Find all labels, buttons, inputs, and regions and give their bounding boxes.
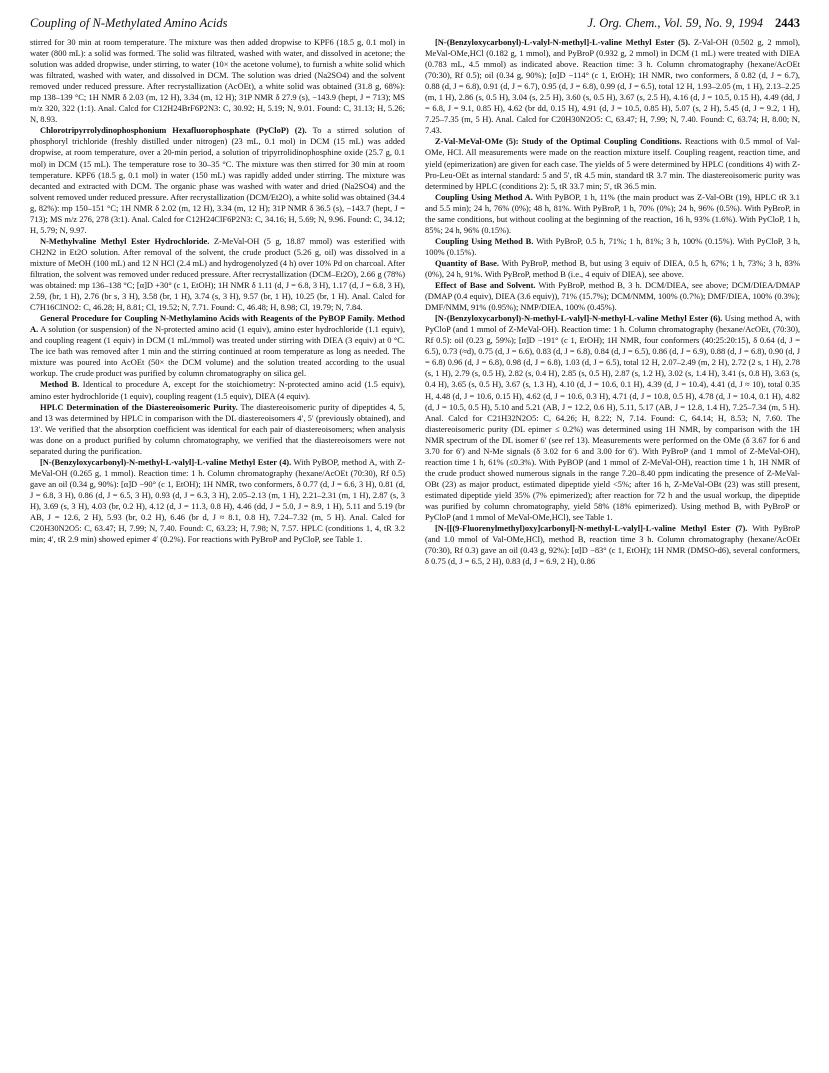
paragraph-text: A solution (or suspension) of the N-protected amino acid (1 equiv), amino ester hydrochloride (1.1 equiv), and coupling reagent (1 equiv) in DCM (1 mL/mmol) was treated under stirring with DIEA (3 equiv) at 0 °C. The ice bath was removed after 1 min and the stirring continued at room temperature as long as needed. The mixture was poured into AcOEt (50× the DCM volume) and the solution treated according to the usual workup. The crude product was purified by column chromatography on silica gel.: [30, 324, 405, 379]
paragraph: [425, 258, 800, 280]
paragraph-heading: Quantity of Base.: [435, 257, 500, 268]
paragraph: [30, 37, 405, 125]
paragraph: [30, 236, 405, 313]
paragraph-text: Z-Val-OH (0.502 g, 2 mmol), MeVal-OMe,HCl (0.182 g, 1 mmol), and PyBroP (0.932 g, 2 mmol) in DCM (1 mL) were treated with DIEA (0.783 mL, 4.5 mmol) as indicated above. Reaction time: 3 h. Column chromatography (hexane/AcOEt (70:30), Rf 0.5); oil (0.34 g, 90%); [α]D −114° (c 1, EtOH); 1H NMR, two conformers, δ 0.82 (d, J = 6.7), 0.88 (d, J = 6.8), 0.91 (d, J = 6.7), 0.95 (d, J = 6.8), 0.99 (d, J = 6.5), total 12 H, 1.93–2.05 (m, 1 H), 2.13–2.25 (m, 1 H), 2.86 (s, 0.5 H), 3.04 (s, 2.5 H), 3.60 (s, 0.5 H), 3.67 (s, 2.5 H), 4.16 (d, J = 10.5, 0.15 H), 4.49 (dd, J = 6.8, J = 9.1, 0.85 H), 4.62 (br dd, 0.15 H), 4.91 (d, J = 10.5, 0.85 H), 5.07 (s, 2 H), 5.45 (d, J = 9.2, 1 H), 7.25–7.35 (m, 5 H). Anal. Calcd for C20H30N2O5: C, 63.47; H, 7.99; N, 7.40. Found: C, 63.74; H, 8.00; N, 7.43.: [425, 37, 800, 136]
paragraph: [425, 280, 800, 313]
paragraph: [425, 313, 800, 523]
paragraph-heading: [N-[[(9-Fluorenylmethyl)oxy]carbonyl]-N-methyl-L-valyl]-L-valine Methyl Ester (7).: [435, 523, 748, 534]
paragraph-text: The diastereoisomeric purity of dipeptides 4, 5, and 13 was determined by HPLC in comparison with the DL diastereoisomers 4′, 5′ (previously obtained), and 13′. We verified that the absorption coefficient was identical for each pair of diastereoisomers; when analysis was done on a product purified by column chromatography, we verified that the diastereoisomers were not separated during the purification.: [30, 401, 405, 456]
journal-name: J. Org. Chem., Vol. 59, No. 9, 1994: [587, 16, 763, 30]
paragraph-heading: Coupling Using Method A.: [435, 191, 533, 202]
paragraph: [425, 136, 800, 191]
paragraph-heading: Z-Val-MeVal-OMe (5): Study of the Optimal Coupling Conditions.: [435, 136, 682, 147]
paragraph-heading: General Procedure for Coupling N-Methylamino Acids with Reagents of the PyBOP Family. Method A.: [30, 313, 405, 335]
running-header: [30, 16, 800, 34]
page-number: 2443: [775, 16, 800, 30]
paragraph: [425, 236, 800, 258]
paragraph-text: With PyBOP, 1 h, 11% (the main product was Z-Val-OBt (19), HPLC tR 3.1 and 5.5 min); 24 h, 76% (0%); 48 h, 81%. With PyBroP, 1 h, 70% (0%); 24 h, 96% (0.5%). With PyBroP, in the same conditions, but without cooling at the beginning of the reaction, 16 h, 93% (1.6%). With PyCloP, 1 h, 85%; 24 h, 96% (0.15%).: [425, 191, 800, 235]
paragraph-text: With PyBroP (and 1.0 mmol of Val-OMe,HCl), method B, reaction time 3 h. Column chromatography (hexane/AcOEt (70:30), Rf 0.3) gave an oil (0.43 g, 92%): [α]D −83° (c 1, EtOH); 1H NMR (DMSO-d6), several conformers, δ 0.75 (d, J = 6.5, 2 H), 0.83 (d, J = 6.9, 2 H), 0.86: [425, 523, 800, 567]
paragraph-text: Reactions with 0.5 mmol of Val-OMe, HCl. All measurements were made on the reaction mixture itself. Coupling reagent, reaction time, and yield (epimerization) are given for each case. The yields of 5 were determined by HPLC (conditions 4) with Z-Pro-Leu-OEt as internal standard: 5 and 5′, tR 4.5 min, standard tR 3.7 min. The diastereoisomeric purity was determined by HPLC (conditions 2): 5, tR 33.7 min; 5′, tR 36.5 min.: [425, 136, 800, 191]
paragraph-text: stirred for 30 min at room temperature. The mixture was then added dropwise to KPF6 (18.5 g, 0.1 mol) in water (800 mL): a solid was formed. The solid was filtrated, washed with water, and dissolved in acetone; the solution was added dropwise, under stirring, to water (10× the acetone volume), to furnish a white solid which was filtrated, washed with water, and dissolved in DCM. The solution was dried (Na2SO4) and the solvent removed under reduced pressure. After recrystallization (AcOEt), a white solid was obtained (31.8 g, 68%): mp 138–139 °C; 1H NMR δ 2.03 (m, 12 H), 3.34 (m, 12 H); 31P NMR δ 27.9 (s), −143.9 (hept, J = 713); MS m/z 320, 322 (1:1). Anal. Calcd for C12H24BrF6P2N3: C, 30.92; H, 5.19; N, 9.01. Found: C, 31.13; H, 5.26; N, 8.93.: [30, 37, 405, 125]
paragraph: [425, 37, 800, 136]
paragraph-heading: [N-(Benzyloxycarbonyl)-N-methyl-L-valyl]-L-valine Methyl Ester (4).: [40, 456, 292, 467]
paragraph-text: With PyBroP, method B, but using 3 equiv of DIEA, 0.5 h, 67%; 1 h, 73%; 3 h, 83% (0%), 24 h, 91%. With PyBroP, method B (i.e., 4 equiv of DIEA), see above.: [425, 257, 800, 279]
paragraph: [30, 313, 405, 379]
paragraph-text: Identical to procedure A, except for the stoichiometry: N-protected amino acid (1.5 equiv), amino ester hydrochloride (1 equiv), coupling reagent (1.5 equiv), DIEA (4 equiv).: [30, 379, 405, 401]
paragraph: [425, 192, 800, 236]
paragraph-text: With PyBroP, 0.5 h, 71%; 1 h, 81%; 3 h, 100% (0.15%). With PyCloP, 3 h, 100% (0.15%).: [425, 235, 800, 257]
paragraph-text: With PyBOP, method A, with Z-MeVal-OH (0.265 g, 1 mmol). Reaction time: 1 h. Column chromatography (hexane/AcOEt (70:30), Rf 0.5) gave an oil (0.34 g, 90%): [α]D −90° (c 1, EtOH); 1H NMR, two conformers, δ 0.77 (d, J = 6.6, 3 H), 0.81 (d, J = 6.8, 3 H), 0.86 (d, J = 6.5, 3 H), 0.93 (d, J = 6.3, 3 H), 2.05–2.13 (m, 1 H), 2.21–2.31 (m, 1 H), 2.87 (s, 3 H), 3.69 (s, 3 H), 4.03 (br, 0.2 H), 4.12 (d, J = 11.3, 0.8 H), 4.46 (dd, J = 5.0, J = 8.9, 1 H), 5.11 and 5.19 (br AB, J = 12.6, 2 H), 5.93 (br, 0.2 H), 6.46 (br d, J ≈ 8.1, 0.8 H), 7.24–7.32 (m, 5 H). Anal. Calcd for C20H30N2O5: C, 63.47; H, 7.99; N, 7.40. Found: C, 63.23; H, 7.98; N, 7.57. HPLC (conditions 1, 4, tR 3.2 min; 4′, tR 2.9 min) showed epimer 4′ (0.2%). For reactions with PyBroP and PyCloP, see Table 1.: [30, 456, 405, 545]
paragraph-heading: [N-(Benzyloxycarbonyl)-L-valyl-N-methyl]-L-valine Methyl Ester (5).: [435, 37, 691, 47]
paragraph-text: Z-MeVal-OH (5 g, 18.87 mmol) was esterified with CH2N2 in Et2O solution. After removal of the solvent, the crude product (5.26 g, oil) was dissolved in a mixture of MeOH (100 mL) and 12 N HCl (2.4 mL) and hydrogenolyzed (4 h) over 10% Pd on charcoal. After filtration, the solvent was removed under reduced pressure. After recrystallization (DCM–Et2O), 2.66 g (78%) was obtained: mp 136–138 °C; [α]D +30° (c 1, EtOH); 1H NMR δ 1.11 (d, J = 6.8, 3 H), 1.17 (d, J = 6.8, 3 H), 2.59, (br, 1 H), 2.76 (br s, 3 H), 3.58 (br, 1 H), 3.74 (s, 3 H), 9.57 (br, 1 H), 10.25 (br, 1 H). Anal. Calcd for C7H16ClNO2: C, 46.28; H, 8.81; Cl, 19.52; N, 7.71. Found: C, 46.48; H, 8.98; Cl, 19.79; N, 7.84.: [30, 235, 405, 313]
paragraph: [30, 402, 405, 457]
paragraph-text: Using method A, with PyCloP (and 1 mmol of Z-MeVal-OH). Reaction time: 1 h. Column chromatography (hexane/AcOEt, (70:30), Rf 0.5): oil (0.23 g, 59%); [α]D −191° (c 1, EtOH); 1H NMR, four conformers (40:25:20:15), δ 0.64 (d, J = 6.5), 0.73 (≈d), 0.75 (d, J = 6.6), 0.83 (d, J = 6.8), 0.84 (d, J = 6.5), 0.86 (d, J = 6.9), 0.88 (d, J = 6.8), 0.90 (d, J = 6.8) 0.96 (d, J = 6.8), 0.98 (d, J = 6.8), 1.03 (d, J = 6.5), total 12 H, 2.07–2.49 (m, 2 H), 2.72 (2 s, 1 H), 2.78 (s, 1 H), 2.79 (s, 0.5 H), 2.82 (s, 0.4 H), 2.85 (s, 0.5 H), 2.87 (s, 1.2 H), 3.02 (s, 1.4 H), 3.41 (s, 0.8 H), 3.63 (s, 0.4 H), 3.65 (s, 0.5 H), 3.67 (s, 1.3 H), 4.10 (d, J = 10.6, 0.1 H), 4.39 (d, J = 10.4), 4.41 (d, J ≈ 10), total 0.35 H, 4.48 (d, J = 10.6, 0.15 H), 4.62 (d, J = 10.6, 0.3 H), 4.71 (d, J = 10.8, 0.5 H), 4.78 (d, J = 10.4, 0.1 H), 4.82 (d, J = 10.5, 0.5 H), 5.10 and 5.21 (AB, J = 12.2, 0.6 H), 5.11, 5.17 (AB, J = 12.8, 1.4 H), 7.25–7.34 (m, 5 H). Anal. Calcd for C21H32N2O5: C, 64.26; H, 8.22; N, 7.14. Found: C, 64.14; H, 8.53; N, 7.60. The diastereoisomeric purity (DL epimer ≤ 0.2%) was determined using 1H NMR, by comparison with the 1H NMR spectrum of the DL isomer 6′ (see ref 13). Measurements were performed on the OMe (δ 3.67 for 6 and 3.70 for 6′) and N-Me signals (δ 3.02 for 6 and 3.00 for 6′). With PyBroP (and 1 mmol of Z-MeVal-OH), reaction time 1 h, 61% (≤0.3%). With PyBOP (and 1 mmol of Z-MeVal-OH), reaction time 1 h, 1H NMR of the crude product showed numerous signals in the range 7.20–8.40 ppm indicating the presence of Z-MeVal-OBt (23) as major product, estimated dipeptide yield <5%; after 16 h, Z-MeVal-OBt (23) was still present, estimated dipeptide yield 35% (7% epimerized); after reaction for 72 h and the usual workup, the dipeptide was purified by column chromatography, yield 58% (18% epimerized). Using method B, with PyBroP or PyCloP (and 1 mmol of MeVal-OMe,HCl), see Table 1.: [425, 313, 800, 523]
paragraph-heading: N-Methylvaline Methyl Ester Hydrochloride.: [40, 235, 210, 246]
paragraph-heading: Effect of Base and Solvent.: [435, 280, 536, 291]
paragraph: [30, 379, 405, 401]
paragraph-text: With PyBroP, method B, 3 h. DCM/DIEA, see above; DCM/DIEA/DMAP (DMAP (0.4 equiv), DIEA (3.6 equiv)), 71% (15.7%); DCM/NMM, 100% (0.7%); DMF/DIEA, 100% (0.3%); DMF/NMM, 91% (0.95%); NMP/DIEA, 100% (0.45%).: [425, 280, 800, 313]
paragraph-heading: [N-(Benzyloxycarbonyl)-N-methyl-L-valyl]-N-methyl-L-valine Methyl Ester (6).: [435, 313, 723, 324]
journal-citation: [587, 16, 800, 31]
journal-page: [30, 0, 800, 1073]
paragraph-text: To a stirred solution of phosphoryl trichloride (freshly distilled under nitrogen) (23 mL, 0.1 mol) in DCM (15 mL) was added dropwise, at room temperature, over a 20-min period, a solution of tripyrrolidinophosphine oxide (25.7 g, 0.1 mol) in DCM (15 mL). The temperature rose to 30–35 °C. The mixture was then stirred for 30 min at room temperature. KPF6 (18.5 g, 0.1 mol) in water (150 mL) was rapidly added under stirring. The mixture was decanted and extracted with DCM. The organic phase was washed with water and dried (Na2SO4) and the solvent removed under reduced pressure. After recrystallization (DCM/Et2O), a white solid was obtained (34.4 g, 82%): mp 150–151 °C; 1H NMR δ 2.02 (m, 12 H), 3.34 (m, 12 H); 31P NMR δ 36.5 (s), −143.7 (hept, J = 713); MS m/z 276, 278 (3:1). Anal. Calcd for C12H24ClF6P2N3: C, 34.16; H, 5.69; N, 9.96. Found: C, 34.12; H, 5.79; N, 9.97.: [30, 125, 405, 235]
left-column: [30, 37, 405, 1067]
paragraph-heading: Coupling Using Method B.: [435, 235, 534, 246]
paragraph-heading: Method B.: [40, 379, 80, 390]
paragraph: [30, 457, 405, 545]
paragraph-heading: HPLC Determination of the Diastereoisomeric Purity.: [40, 401, 238, 412]
running-title: Coupling of N-Methylated Amino Acids: [30, 16, 228, 30]
paragraph: [425, 523, 800, 567]
paragraph: [30, 125, 405, 235]
right-column: [425, 37, 800, 1067]
paragraph-heading: Chlorotripyrrolydinophosphonium Hexafluorophosphate (PyCloP) (2).: [40, 125, 307, 136]
